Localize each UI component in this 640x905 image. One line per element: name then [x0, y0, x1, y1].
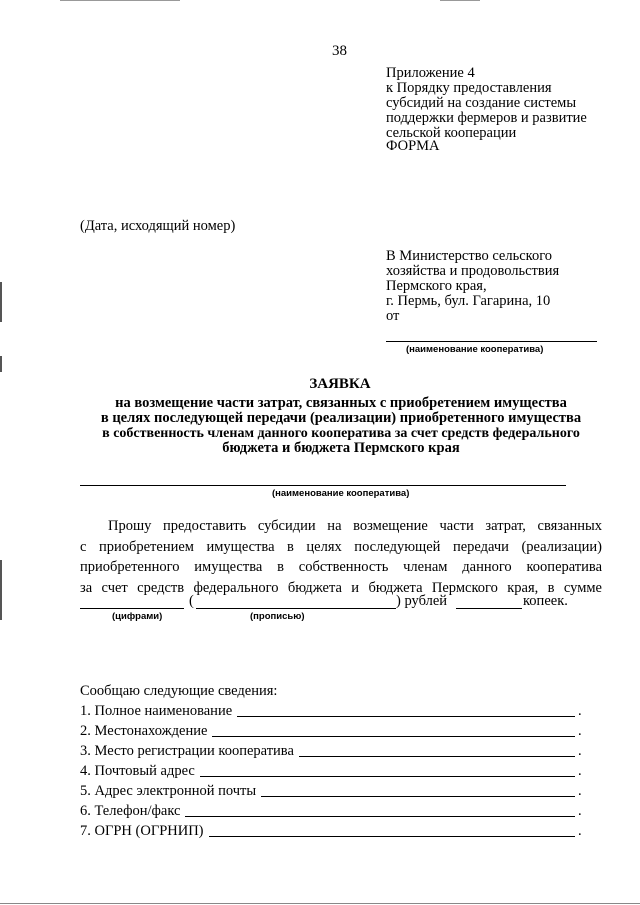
field-email[interactable] [80, 780, 582, 800]
kopecks-text: копеек. [523, 593, 568, 609]
coop-caption-mid: (наименование кооператива) [272, 488, 410, 499]
caption-words: (прописью) [250, 611, 305, 622]
open-paren: ( [189, 593, 194, 609]
addressee-line: В Министерство сельского [386, 248, 553, 264]
field-location[interactable] [80, 720, 582, 740]
amount-digits-line[interactable] [80, 608, 184, 609]
addressee-line: от [386, 308, 400, 324]
field-end: . [578, 783, 582, 799]
subtitle-line: на возмещение части затрат, связанных с приобретением имущества [115, 395, 567, 411]
page-number: 38 [332, 43, 347, 59]
addressee-line: Пермского края, [386, 278, 487, 294]
appendix-line: субсидий на создание системы [386, 95, 577, 111]
addressee-line: г. Пермь, бул. Гагарина, 10 [386, 293, 551, 309]
coop-name-line-top [386, 341, 597, 342]
body-line: приобретенного имущества в собственность членам данного кооператива [80, 559, 602, 575]
amount-words-line[interactable] [196, 608, 396, 609]
appendix-line: поддержки фермеров и развитие [386, 110, 587, 126]
field-end: . [578, 823, 582, 839]
date-number-caption: (Дата, исходящий номер) [80, 218, 236, 234]
subtitle-line: в собственность членам данного кооператива за счет средств федерального [102, 426, 580, 441]
field-label: 4. Почтовый адрес [80, 763, 195, 779]
field-input-line[interactable] [209, 836, 575, 837]
request-paragraph [80, 516, 602, 598]
caption-digits: (цифрами) [112, 611, 163, 622]
appendix-line: к Порядку предоставления [386, 80, 552, 96]
coop-name-line-mid [80, 485, 566, 486]
info-intro: Сообщаю следующие сведения: [80, 683, 278, 699]
field-input-line[interactable] [185, 816, 575, 817]
field-end: . [578, 703, 582, 719]
scan-edge-left-2 [0, 356, 2, 372]
field-label: 3. Место регистрации кооператива [80, 743, 294, 759]
field-postal-address[interactable] [80, 760, 582, 780]
form-title: ЗАЯВКА [309, 376, 371, 392]
form-label: ФОРМА [386, 138, 440, 154]
field-label: 2. Местонахождение [80, 723, 208, 739]
scan-edge-top [60, 0, 180, 1]
field-label: 5. Адрес электронной почты [80, 783, 257, 799]
field-end: . [578, 763, 582, 779]
appendix-line: Приложение 4 [386, 65, 475, 81]
field-input-line[interactable] [200, 776, 575, 777]
scan-edge-left-3 [0, 560, 2, 620]
scan-edge-top-right [440, 0, 480, 1]
kopecks-line[interactable] [456, 608, 522, 609]
addressee-block [386, 249, 559, 324]
subtitle-line: бюджета и бюджета Пермского края [222, 440, 460, 456]
field-phone-fax[interactable] [80, 800, 582, 820]
coop-caption-top: (наименование кооператива) [406, 344, 544, 355]
field-end: . [578, 723, 582, 739]
field-input-line[interactable] [299, 756, 575, 757]
field-full-name[interactable] [80, 700, 582, 720]
field-label: 1. Полное наименование [80, 703, 233, 719]
scan-edge-left [0, 282, 2, 322]
subtitle-line: в целях последующей передачи (реализации) приобретенного имущества [100, 410, 582, 426]
field-registration-place[interactable] [80, 740, 582, 760]
field-end: . [578, 743, 582, 759]
field-input-line[interactable] [261, 796, 575, 797]
body-line: с приобретением имущества в целях последующей передачи (реализации) [80, 538, 602, 555]
field-label: 7. ОГРН (ОГРНИП) [80, 823, 204, 839]
form-subtitle [78, 396, 604, 456]
rubles-text: ) рублей [396, 593, 448, 609]
body-line: Прошу предоставить субсидии на возмещение части затрат, связанных [108, 518, 602, 534]
appendix-line: сельской кооперации [386, 125, 517, 141]
body-line: за счет средств федерального бюджета и бюджета Пермского края, в сумме [80, 579, 602, 596]
scan-edge-bottom [0, 903, 640, 904]
field-end: . [578, 803, 582, 819]
addressee-line: хозяйства и продовольствия [386, 263, 560, 279]
field-label: 6. Телефон/факс [80, 803, 181, 819]
appendix-block [386, 66, 587, 141]
field-ogrn[interactable] [80, 820, 582, 840]
field-input-line[interactable] [212, 736, 575, 737]
field-input-line[interactable] [237, 716, 575, 717]
